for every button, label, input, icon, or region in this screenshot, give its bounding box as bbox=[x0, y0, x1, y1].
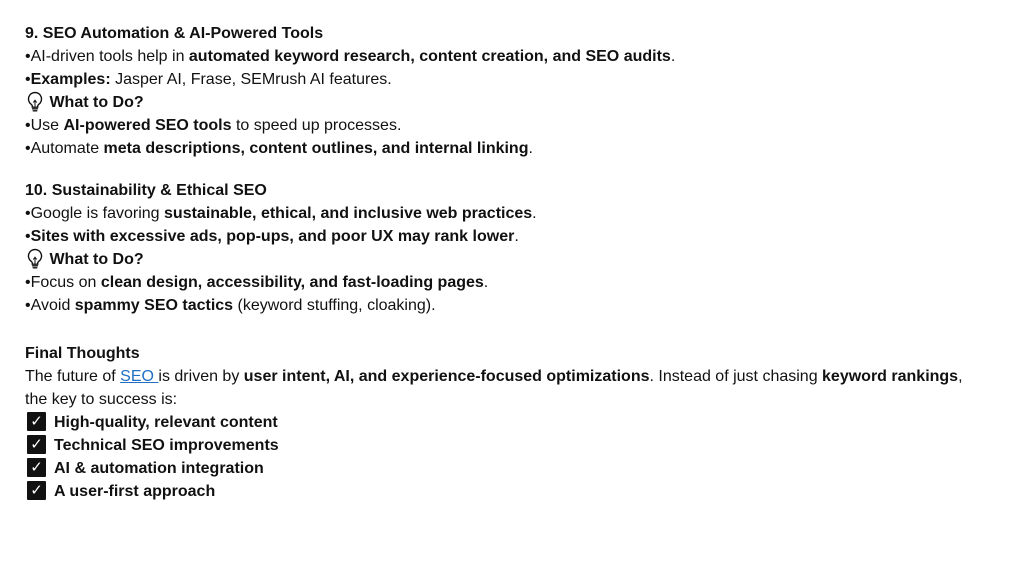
seo-link[interactable]: SEO bbox=[120, 368, 159, 385]
checklist-item: ✓ A user-first approach bbox=[25, 480, 985, 503]
checkmark-icon: ✓ bbox=[27, 481, 46, 500]
checkmark-icon: ✓ bbox=[27, 458, 46, 477]
checkmark-icon: ✓ bbox=[27, 412, 46, 431]
section-9-bullet-1: •AI-driven tools help in automated keyword research, content creation, and SEO audits. bbox=[25, 48, 676, 65]
lightbulb-icon bbox=[25, 91, 45, 113]
section-10-bullet-3: •Focus on clean design, accessibility, and fast-loading pages. bbox=[25, 274, 489, 291]
section-9-bullet-2: •Examples: Jasper AI, Frase, SEMrush AI features. bbox=[25, 71, 392, 88]
section-10-bullet-2: •Sites with excessive ads, pop-ups, and poor UX may rank lower. bbox=[25, 228, 519, 245]
section-10-bullet-4: •Avoid spammy SEO tactics (keyword stuffing, cloaking). bbox=[25, 297, 436, 314]
section-10-what-to-do: What to Do? bbox=[25, 248, 985, 271]
checkmark-icon: ✓ bbox=[27, 435, 46, 454]
final-thoughts-heading: Final Thoughts bbox=[25, 345, 140, 362]
section-9-bullet-4: •Automate meta descriptions, content outlines, and internal linking. bbox=[25, 140, 533, 157]
section-10-heading: 10. Sustainability & Ethical SEO bbox=[25, 182, 267, 199]
section-9-heading: 9. SEO Automation & AI-Powered Tools bbox=[25, 25, 324, 42]
section-10-bullet-1: •Google is favoring sustainable, ethical, and inclusive web practices. bbox=[25, 205, 537, 222]
section-9-bullet-3: •Use AI-powered SEO tools to speed up processes. bbox=[25, 117, 402, 134]
checklist-item: ✓ High-quality, relevant content bbox=[25, 411, 985, 434]
final-thoughts-paragraph: The future of SEO is driven by user intent, AI, and experience-focused optimizations. Instead of just chasing keyword rankings, the key to success is: bbox=[25, 368, 963, 408]
checklist-item: ✓ Technical SEO improvements bbox=[25, 434, 985, 457]
lightbulb-icon bbox=[25, 248, 45, 270]
checklist-item: ✓ AI & automation integration bbox=[25, 457, 985, 480]
section-9-what-to-do: What to Do? bbox=[25, 91, 985, 114]
slide-content bbox=[25, 22, 985, 503]
